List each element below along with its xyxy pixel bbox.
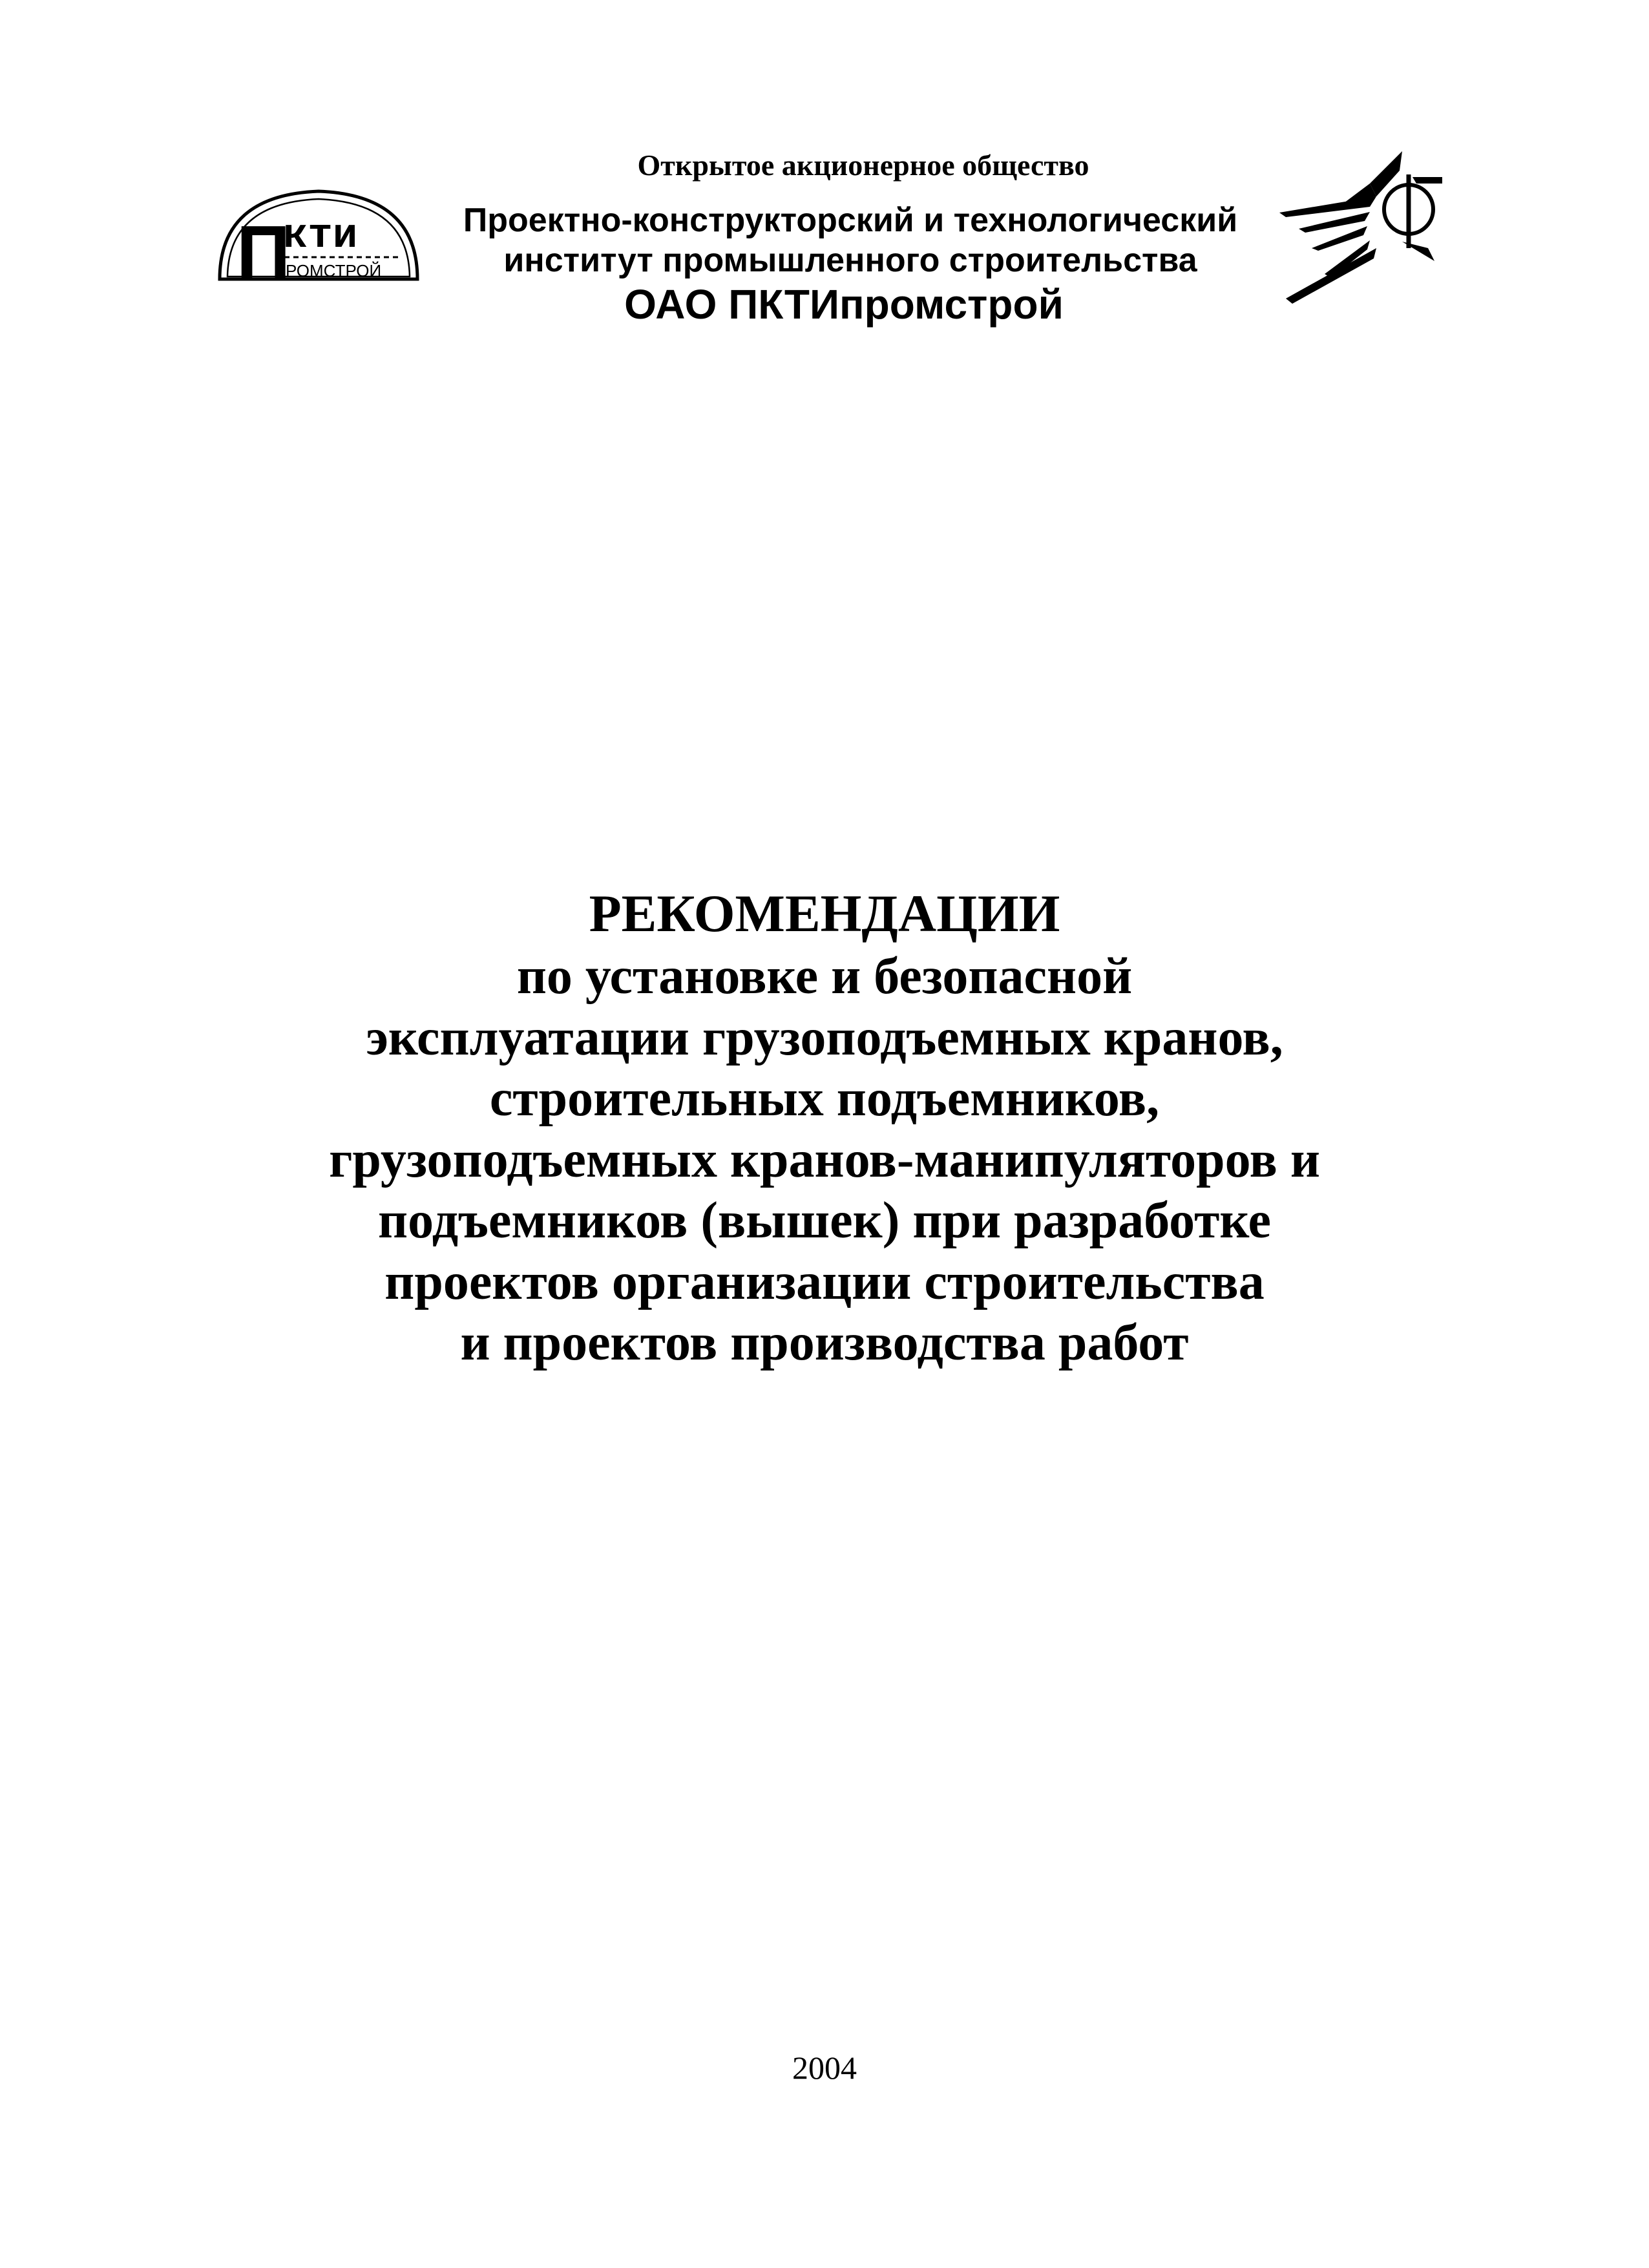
logo-small-letters: кти [283, 213, 358, 260]
logo-bottom-text: РОМСТРОЙ [286, 261, 382, 280]
star-emblem-logo [1273, 145, 1467, 306]
document-subtitle-line: грузоподъемных кранов-манипуляторов и [329, 1131, 1320, 1188]
document-subtitle-line: по установке и безопасной [516, 948, 1133, 1005]
document-subtitle-line: строительных подъемников, [489, 1070, 1160, 1127]
organization-abbreviation: ОАО ПКТИпромстрой [624, 281, 1064, 328]
document-subtitle-line: подъемников (вышек) при разработке [377, 1192, 1272, 1249]
document-title: РЕКОМЕНДАЦИИ [589, 884, 1060, 943]
logo-big-letter: П [236, 210, 291, 294]
institute-name-line-1: Проектно-конструкторский и технологический [463, 202, 1238, 239]
document-subtitle-line: проектов организации строительства [384, 1253, 1265, 1310]
organization-type: Открытое акционерное общество [637, 149, 1089, 182]
pktipromstroy-logo [213, 182, 424, 299]
document-subtitle-line: эксплуатации грузоподъемных кранов, [366, 1009, 1283, 1066]
document-title-block [0, 881, 1649, 1374]
publication-year: 2004 [792, 2050, 857, 2086]
institute-name-line-2: институт промышленного строительства [503, 242, 1197, 279]
document-subtitle-line: и проектов производства работ [460, 1314, 1189, 1371]
